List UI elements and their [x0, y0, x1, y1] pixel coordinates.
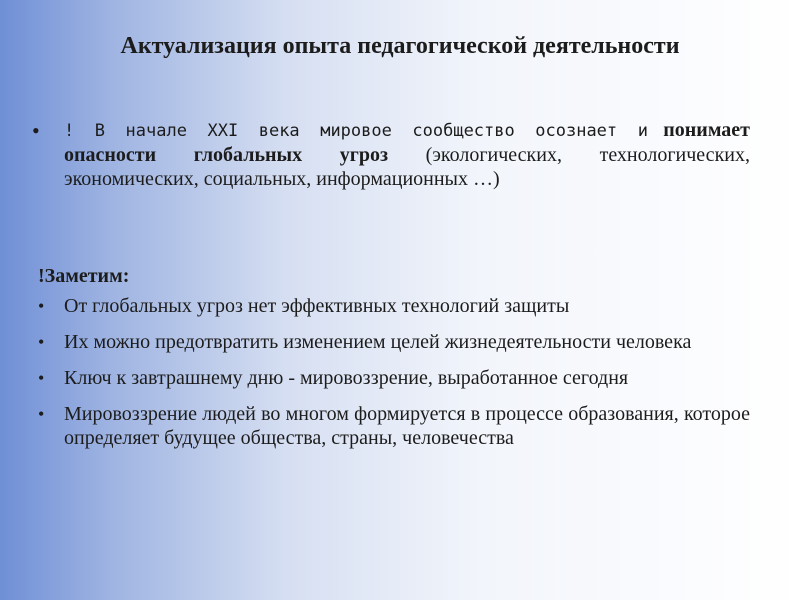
bullet-icon: • [38, 296, 45, 316]
point-text: Их можно предотвратить изменением целей жизнедеятельности человека [64, 331, 692, 353]
intro-bold: понимает опасности глобальных угроз [64, 119, 751, 166]
intro-rest: (экологических, технологических, экономических, социальных, информационных …) [64, 144, 750, 190]
intro-bullet-row [32, 118, 750, 191]
intro-block [32, 118, 750, 191]
list-item [32, 330, 750, 354]
points-list [32, 294, 750, 462]
bullet-icon: • [38, 368, 45, 388]
bullet-icon: • [38, 332, 45, 352]
slide-title: Актуализация опыта педагогической деятельности [120, 33, 680, 59]
intro-paragraph [64, 118, 750, 191]
list-item [32, 402, 750, 450]
list-item [32, 294, 750, 318]
point-text: Ключ к завтрашнему дню - мировоззрение, выработанное сегодня [64, 367, 629, 389]
bullet-icon: • [32, 118, 40, 143]
point-text: Мировоззрение людей во многом формируется в процессе образования, которое определяет будущее общества, страны, человечества [64, 403, 750, 449]
list-item [32, 366, 750, 390]
note-heading: !Заметим: [38, 265, 130, 287]
bullet-icon: • [38, 404, 45, 424]
intro-lead: ! В начале XXI века мировое сообщество осознает и [64, 121, 648, 141]
point-text: От глобальных угроз нет эффективных технологий защиты [64, 295, 570, 317]
